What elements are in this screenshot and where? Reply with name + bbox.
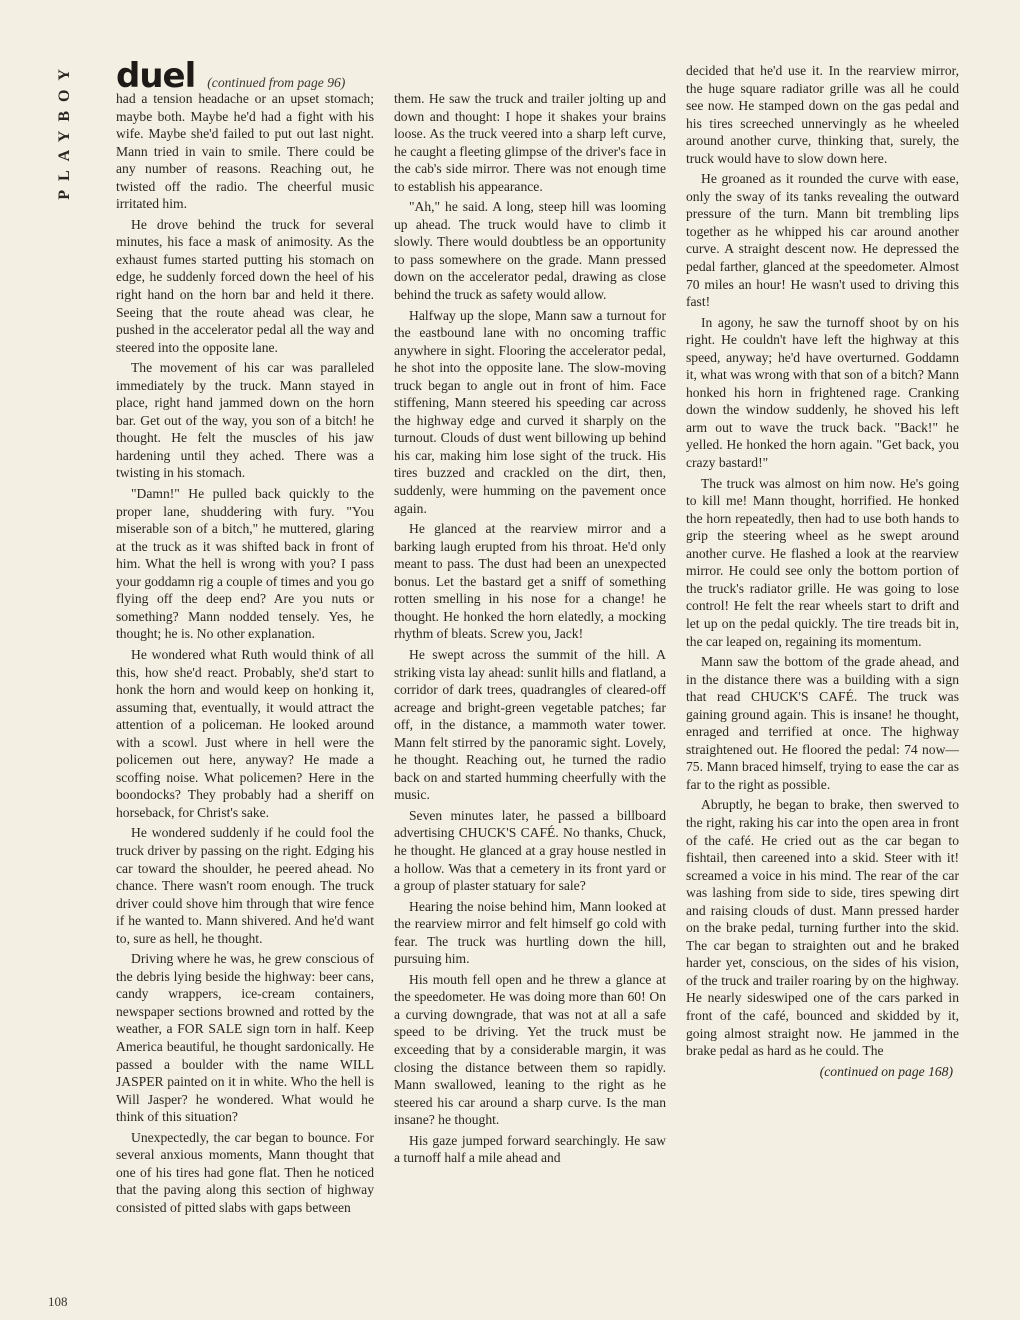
paragraph: His mouth fell open and he threw a glance at the speedometer. He was doing more than 60! On a curving downgrade, that was not at all a safe speed to be driving. Yet the truck must be exceeding that by a considerable margin, it was closing the distance between them so rapidly. Mann swallowed, leaning to the right as he steered his car around a sharp curve. Is the man insane? he thought.	[394, 971, 666, 1128]
paragraph: Hearing the noise behind him, Mann looked at the rearview mirror and felt himself go cold with fear. The truck was hurtling down the hill, pursuing him.	[394, 898, 666, 967]
paragraph: "Ah," he said. A long, steep hill was looming up ahead. The truck would have to climb it slowly. There would doubtless be an opportunity to pass somewhere on the grade. Mann pressed down on the accelerator pedal, drawing as close behind the truck as safety would allow.	[394, 199, 666, 303]
paragraph: Driving where he was, he grew conscious of the debris lying beside the highway: beer cans, candy wrappers, ice-cream containers, newspaper sections browned and rotted by the weather, a FOR SALE sign torn in half. Keep America beautiful, he thought sardonically. He passed a boulder with the name WILL JASPER painted on it in white. Who the hell is Will Jasper? he wondered. What would he think of this situation?	[116, 951, 374, 1125]
paragraph: them. He saw the truck and trailer jolting up and down and thought: I hope it shakes your brains loose. As the truck veered into a sharp left curve, he caught a fleeting glimpse of the driver's face in the cab's side mirror. There was not enough time to establish his appearance.	[394, 91, 666, 194]
paragraph: He swept across the summit of the hill. A striking vista lay ahead: sunlit hills and flatland, a corridor of dark trees, quadrangles of cleared-off acreage and bright-green vegetable patches; far off, in the distance, a mammoth water tower. Mann felt stirred by the panoramic sight. Lovely, he thought. Reaching out, he turned the radio back on and started humming cheerfully with the music.	[394, 646, 666, 803]
continued-from-note: (continued from page 96)	[207, 75, 346, 90]
paragraph: He wondered suddenly if he could fool the truck driver by passing on the right. Edging his car toward the shoulder, he peered ahead. No chance. There wasn't room enough. The truck driver could shove him through that wire fence if he wanted to. Mann shivered. And he'd want to, sure as hell, he thought.	[116, 825, 374, 946]
paragraph: decided that he'd use it. In the rearview mirror, the huge square radiator grille was all he could see now. He stamped down on the gas pedal and his tires screeched unnervingly as he wheeled around another curve, thinking that, surely, the truck would have to slow down here.	[686, 63, 959, 166]
page-number: 108	[48, 1294, 68, 1309]
article-title: duel	[116, 56, 196, 96]
paragraph: Abruptly, he began to brake, then swerved to the right, raking his car into the open area in front of the café. He cried out as the car began to fishtail, then careened into a skid. Steer with it! screamed a voice in his mind. The rear of the car was lashing from side to side, tires spewing dirt and raising clouds of dust. Mann pressed harder on the brake pedal, turning further into the skid. The car began to straighten out and he braked harder yet, conscious, on the sides of his vision, of the truck and trailer roaring by on the highway. He nearly sideswiped one of the cars parked in front of the café, bounced and skidded by it, going almost straight now. He jammed in the brake pedal as hard as he could. The	[686, 797, 959, 1059]
paragraph: The movement of his car was paralleled immediately by the truck. Mann stayed in place, right hand jammed down on the horn bar. Get out of the way, you son of a bitch! he thought. He felt the muscles of his jaw hardening until they ached. There was a twisting in his stomach.	[116, 360, 374, 481]
paragraph: Unexpectedly, the car began to bounce. For several anxious moments, Mann thought that one of his tires had gone flat. Then he noticed that the paving along this section of highway consisted of pitted slabs with gaps between	[116, 1129, 374, 1215]
column-2	[394, 90, 666, 1170]
column-1	[116, 56, 374, 1219]
paragraph: The truck was almost on him now. He's going to kill me! Mann thought, horrified. He honked the horn repeatedly, then had to use both hands to grip the steering wheel as he swept around another curve. He flashed a look at the rearview mirror. He could see only the bottom portion of the truck's radiator grille. He was going to lose control! He felt the rear wheels start to drift and let up on the pedal quickly. The tire treads bit in, the car leaped on, regaining its momentum.	[686, 475, 959, 649]
continued-on-note: (continued on page 168)	[819, 1063, 953, 1079]
paragraph: He drove behind the truck for several minutes, his face a mask of animosity. As the exhaust fumes started putting his stomach on edge, he suddenly forced down the heel of his right hand on the horn bar and held it there. Seeing that the route ahead was clear, he pushed in the accelerator pedal all the way and steered into the opposite lane.	[116, 216, 374, 355]
paragraph: Seven minutes later, he passed a billboard advertising CHUCK'S CAFÉ. No thanks, Chuck, he thought. He glanced at a gray house nestled in a hollow. Was that a cemetery in its front yard or a group of plaster statuary for sale?	[394, 807, 666, 894]
magazine-masthead: PLAYBOY	[56, 60, 73, 200]
paragraph: "Damn!" He pulled back quickly to the proper lane, shuddering with fury. "You miserable son of a bitch," he muttered, glaring at the truck as it was shifted back in front of him. What the hell is wrong with you? I pass your goddamn rig a couple of times and you go flying off the deep end? Are you nuts or something? Mann nodded tensely. Yes, he thought; he is. No other explanation.	[116, 486, 374, 642]
paragraph: He groaned as it rounded the curve with ease, only the sway of its tanks revealing the outward pressure of the turn. Mann bit trembling lips together as he whipped his car around another curve. A straight descent now. He depressed the pedal farther, glanced at the speedometer. Almost 70 miles an hour! He wasn't used to driving this fast!	[686, 171, 959, 310]
paragraph: He glanced at the rearview mirror and a barking laugh erupted from his throat. He'd only meant to pass. The dust had been an unexpected bonus. Let the bastard get a sniff of something rotten smelling in his nose for a change! he thought. He honked the horn elatedly, a mocking rhythm of bleats. Screw you, Jack!	[394, 521, 666, 642]
paragraph: Mann saw the bottom of the grade ahead, and in the distance there was a building with a sign that read CHUCK'S CAFÉ. The truck was gaining ground again. This is insane! he thought, enraged and terrified at once. The highway straightened out. He floored the pedal: 74 now—75. Mann braced himself, trying to ease the car as far to the right as possible.	[686, 654, 959, 792]
paragraph: had a tension headache or an upset stomach; maybe both. Maybe he'd had a fight with his wife. Maybe she'd failed to put out last night. Mann tried in vain to smile. There could be any number of reasons. Reaching out, he twisted off the radio. The cheerful music irritated him.	[116, 91, 374, 212]
paragraph: Halfway up the slope, Mann saw a turnout for the eastbound lane with no oncoming traffic anywhere in sight. Flooring the accelerator pedal, he shot into the opposite lane. The slow-moving truck began to angle out in front of him. Face stiffening, Mann steered his speeding car across the highway edge and curved it sharply on the turnout. Clouds of dust went billowing up behind his car, making him lose sight of the truck. His tires buzzed and crackled on the dirt, then, suddenly, were humming on the pavement once again.	[394, 307, 666, 516]
paragraph: He wondered what Ruth would think of all this, how she'd react. Probably, she'd start to honk the horn and would keep on honking it, assuming that, eventually, it would attract the attention of a policeman. He looked around with a scowl. Just where in hell were the policemen out here, anyway? He made a scoffing noise. What policemen? Here in the boondocks? They probably had a sheriff on horseback, for Christ's sake.	[116, 646, 374, 820]
paragraph: In agony, he saw the turnoff shoot by on his right. He couldn't have left the highway at this speed, anyway; he'd have overturned. Goddamn it, what was wrong with that son of a bitch? Mann honked his horn in frightened rage. Cranking down the window suddenly, he shoved his left arm out to wave the truck back. "Back!" he yelled. He honked the horn again. "Get back, you crazy bastard!"	[686, 314, 959, 471]
article-headline	[116, 56, 374, 96]
column-3	[686, 62, 959, 1080]
paragraph: His gaze jumped forward searchingly. He saw a turnoff half a mile ahead and	[394, 1132, 666, 1166]
